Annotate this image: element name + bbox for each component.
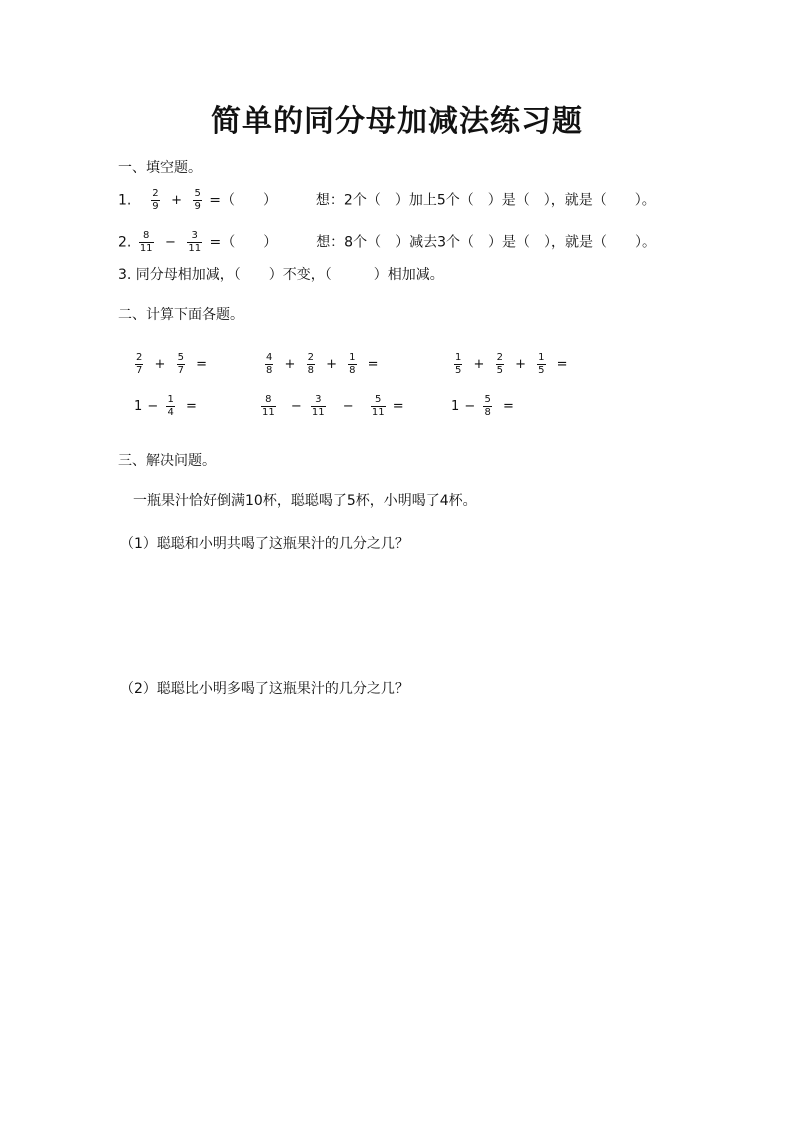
numerator: 3 [311, 394, 326, 407]
whole-number: 1 [134, 399, 143, 414]
numerator: 5 [484, 394, 491, 405]
fraction [307, 352, 315, 377]
denominator: 11 [188, 243, 202, 254]
operator: + [326, 357, 337, 372]
fraction [151, 188, 159, 213]
denominator: 4 [167, 407, 174, 418]
denominator: 8 [484, 407, 491, 418]
fraction [371, 394, 386, 419]
denominator: 8 [307, 365, 314, 376]
calc-problem-2 [262, 352, 383, 377]
calc-problem-1 [132, 352, 211, 377]
numerator: 2 [496, 352, 503, 363]
fraction [311, 394, 326, 419]
answer-blank: =（ ） [209, 192, 278, 209]
fraction [483, 394, 491, 419]
fraction [187, 230, 202, 255]
question-number: 1. [118, 192, 132, 209]
fraction [193, 188, 201, 213]
equals-sign: = [196, 357, 207, 372]
numerator: 5 [194, 188, 201, 199]
fraction [537, 352, 545, 377]
operator: + [515, 357, 526, 372]
question-1 [118, 188, 656, 213]
operator: − [147, 399, 159, 414]
hint-text: 想：2个（ ）加上5个（ ）是（ ），就是（ ）。 [315, 192, 656, 209]
numerator: 1 [455, 352, 462, 363]
equals-sign: = [367, 357, 379, 372]
numerator: 1 [167, 394, 174, 405]
numerator: 1 [538, 352, 545, 363]
fraction [496, 352, 504, 377]
denominator: 11 [262, 407, 275, 418]
numerator: 8 [139, 230, 154, 243]
fraction [139, 230, 154, 255]
equals-sign: = [185, 399, 197, 414]
numerator: 4 [266, 352, 273, 363]
denominator: 11 [311, 407, 325, 418]
operator: − [290, 399, 302, 414]
problem-intro: 一瓶果汁恰好倒满10杯，聪聪喝了5杯，小明喝了4杯。 [133, 493, 477, 509]
operator: + [473, 357, 485, 372]
denominator: 5 [455, 365, 462, 376]
fraction [166, 394, 174, 419]
section-2-heading: 二、计算下面各题。 [118, 307, 244, 323]
denominator: 8 [349, 365, 356, 376]
numerator: 3 [187, 230, 202, 243]
fraction [265, 352, 273, 377]
numerator: 5 [371, 394, 386, 407]
question-number: 2. [118, 234, 132, 251]
operator: − [342, 399, 354, 414]
denominator: 5 [496, 365, 503, 376]
denominator: 7 [177, 365, 184, 376]
calc-problem-4 [134, 394, 201, 419]
operator: + [154, 357, 166, 372]
calc-problem-6 [451, 394, 518, 419]
equals-sign: = [392, 399, 404, 414]
numerator: 1 [349, 352, 356, 363]
equals-sign: = [502, 399, 514, 414]
denominator: 11 [139, 243, 153, 254]
question-2 [118, 230, 656, 255]
operator: − [464, 399, 476, 414]
page-title: 简单的同分母加减法练习题 [211, 104, 583, 139]
numerator: 5 [177, 352, 184, 363]
fraction [348, 352, 356, 377]
problem-question-2: （2）聪聪比小明多喝了这瓶果汁的几分之几？ [120, 681, 409, 697]
fraction [177, 352, 185, 377]
section-3-heading: 三、解决问题。 [118, 453, 216, 469]
fraction [135, 352, 143, 377]
problem-question-1: （1）聪聪和小明共喝了这瓶果汁的几分之几？ [120, 536, 409, 552]
answer-blank: =（ ） [209, 234, 278, 251]
denominator: 7 [136, 365, 143, 376]
question-3: 3. 同分母相加减，（ ）不变，（ ）相加减。 [118, 267, 444, 283]
hint-text: 想：8个（ ）减去3个（ ）是（ ），就是（ ）。 [316, 234, 657, 251]
numerator: 2 [136, 352, 143, 363]
equals-sign: = [556, 357, 568, 372]
fraction [454, 352, 462, 377]
operator: − [165, 234, 176, 250]
numerator: 2 [152, 188, 159, 199]
operator: + [171, 192, 182, 208]
section-1-heading: 一、填空题。 [118, 160, 202, 176]
numerator: 2 [307, 352, 314, 363]
calc-problem-3 [451, 352, 572, 377]
denominator: 8 [266, 365, 273, 376]
operator: + [284, 357, 296, 372]
denominator: 11 [371, 407, 385, 418]
calc-problem-5 [258, 394, 404, 419]
denominator: 9 [194, 201, 201, 212]
whole-number: 1 [451, 399, 460, 414]
denominator: 9 [152, 201, 159, 212]
denominator: 5 [538, 365, 545, 376]
numerator: 8 [261, 394, 276, 407]
fraction [261, 394, 276, 419]
